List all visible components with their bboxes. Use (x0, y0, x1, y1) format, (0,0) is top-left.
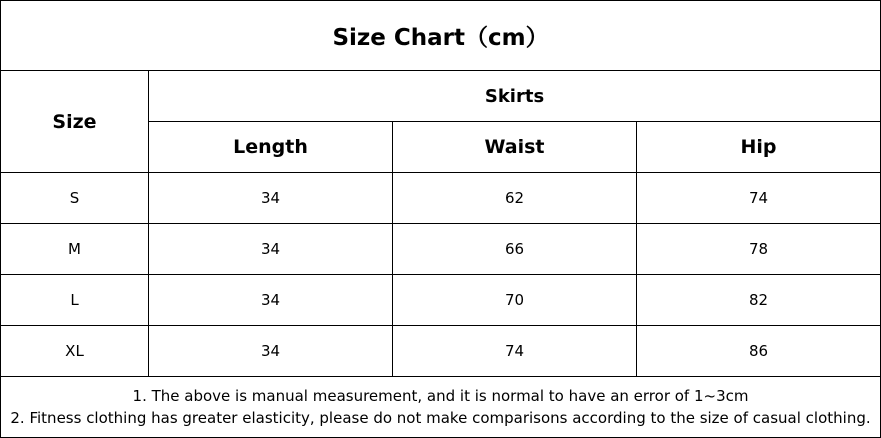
hip-column-header: Hip (637, 122, 881, 173)
notes (1, 377, 881, 438)
length-cell: 34 (149, 173, 393, 224)
size-cell: XL (1, 326, 149, 377)
size-cell: M (1, 224, 149, 275)
skirts-group-header: Skirts (149, 71, 881, 122)
hip-cell: 86 (637, 326, 881, 377)
table-row (1, 224, 881, 275)
hip-cell: 74 (637, 173, 881, 224)
waist-column-header: Waist (393, 122, 637, 173)
waist-cell: 62 (393, 173, 637, 224)
title-row (1, 1, 881, 71)
length-cell: 34 (149, 326, 393, 377)
hip-cell: 82 (637, 275, 881, 326)
size-column-header: Size (1, 71, 149, 173)
note-elasticity: 2. Fitness clothing has greater elasticity, please do not make comparisons according to the size of casual clothing. (10, 409, 871, 427)
length-column-header: Length (149, 122, 393, 173)
length-cell: 34 (149, 224, 393, 275)
chart-title: Size Chart（cm） (1, 1, 881, 71)
hip-cell: 78 (637, 224, 881, 275)
table-row (1, 326, 881, 377)
waist-cell: 66 (393, 224, 637, 275)
size-cell: S (1, 173, 149, 224)
table-row (1, 173, 881, 224)
length-cell: 34 (149, 275, 393, 326)
table-row (1, 275, 881, 326)
size-cell: L (1, 275, 149, 326)
waist-cell: 74 (393, 326, 637, 377)
notes-row (1, 377, 881, 438)
note-measurement-error: 1. The above is manual measurement, and it is normal to have an error of 1~3cm (132, 387, 749, 405)
header-row-group (1, 71, 881, 122)
waist-cell: 70 (393, 275, 637, 326)
